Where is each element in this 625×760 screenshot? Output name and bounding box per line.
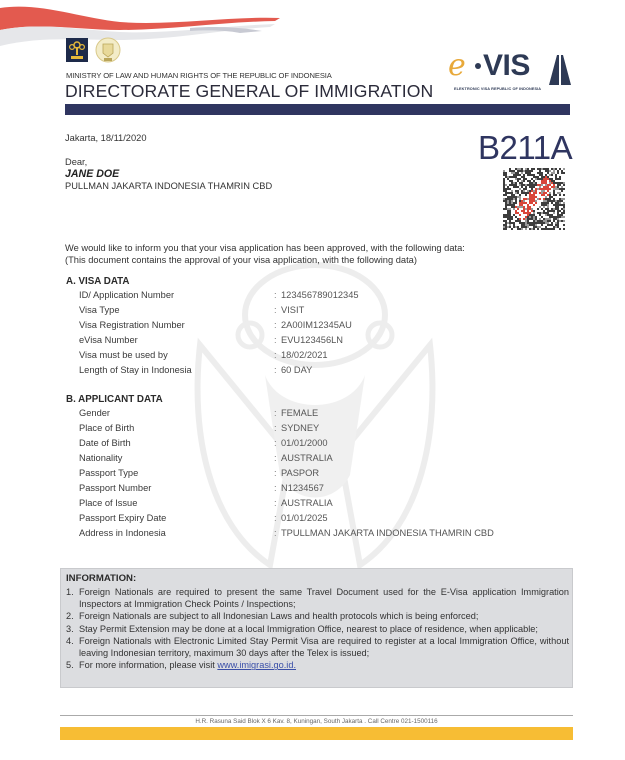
applicant-data-row xyxy=(79,468,549,483)
information-item xyxy=(66,586,569,610)
field-value: 01/01/2025 xyxy=(281,513,328,523)
ministry-name: MINISTRY OF LAW AND HUMAN RIGHTS OF THE REPUBLIC OF INDONESIA xyxy=(66,71,332,80)
evisa-tagline: ELEKTRONIC VISA REPUBLIC OF INDONESIA xyxy=(454,87,542,91)
field-label: Visa Registration Number xyxy=(79,320,185,330)
item-number: 3. xyxy=(66,623,74,634)
imigrasi-website-link[interactable]: www.imigrasi.go.id. xyxy=(217,660,297,671)
visa-data-row xyxy=(79,320,549,335)
information-list xyxy=(66,586,569,671)
colon: : xyxy=(274,350,277,360)
colon: : xyxy=(274,528,277,538)
footer-bar xyxy=(60,727,573,740)
visa-code: B211A xyxy=(478,129,573,166)
applicant-data-row xyxy=(79,498,549,513)
colon: : xyxy=(274,305,277,315)
applicant-data-row xyxy=(79,528,549,543)
colon: : xyxy=(274,335,277,345)
intro-text xyxy=(65,243,465,266)
item-number: 4. xyxy=(66,635,74,646)
item-number: 1. xyxy=(66,587,74,597)
field-label: Passport Type xyxy=(79,468,139,478)
directorate-title: DIRECTORATE GENERAL OF IMMIGRATION xyxy=(65,81,434,101)
field-label: Visa must be used by xyxy=(79,350,168,360)
information-item xyxy=(66,610,569,622)
evisa-logo-vis: VIS xyxy=(483,49,530,82)
applicant-data-row xyxy=(79,483,549,498)
temple-gate-icon xyxy=(548,53,572,85)
recipient-name: JANE DOE xyxy=(65,168,120,180)
field-value: SYDNEY xyxy=(281,423,320,433)
footer-address: H.R. Rasuna Said Blok X 6 Kav. 8, Kuningan, South Jakarta . Call Centre 021-1500116 xyxy=(195,718,438,725)
applicant-data-row xyxy=(79,513,549,528)
item-text: Foreign Nationals are required to present the same Travel Document used for the E-Visa application Immigration Inspectors at Immigration Check Points / Inspections; xyxy=(79,587,569,610)
visa-data-row xyxy=(79,290,549,305)
field-label: Place of Issue xyxy=(79,498,138,508)
visa-data-title: A. VISA DATA xyxy=(66,276,130,287)
information-item xyxy=(66,623,569,635)
applicant-data-row xyxy=(79,438,549,453)
field-label: ID/ Application Number xyxy=(79,290,175,300)
visa-data-row xyxy=(79,305,549,320)
visa-data-row xyxy=(79,365,549,380)
field-label: Gender xyxy=(79,408,111,418)
applicant-data-table xyxy=(79,408,549,543)
field-value: 2A00IM12345AU xyxy=(281,320,352,330)
item-number: 2. xyxy=(66,611,74,622)
field-label: Date of Birth xyxy=(79,438,131,448)
intro-line-2: (This document contains the approval of your visa application, with the following data) xyxy=(65,254,417,265)
intro-line-1: We would like to inform you that your visa application has been approved, with the following data: xyxy=(65,243,465,253)
field-value: 60 DAY xyxy=(281,365,313,375)
visa-data-table xyxy=(79,290,549,380)
colon: : xyxy=(274,438,277,448)
salutation: Dear, xyxy=(65,157,88,167)
field-value: EVU123456LN xyxy=(281,335,344,345)
colon: : xyxy=(274,468,277,478)
field-value: TPULLMAN JAKARTA INDONESIA THAMRIN CBD xyxy=(281,528,494,538)
information-item xyxy=(66,635,569,659)
colon: : xyxy=(274,498,277,508)
colon: : xyxy=(274,320,277,330)
field-value: FEMALE xyxy=(281,408,319,418)
ministry-law-logo xyxy=(66,38,88,62)
colon: : xyxy=(274,423,277,433)
item-text: Foreign Nationals are subject to all Indonesian Laws and health protocols which is being enforced; xyxy=(79,611,479,622)
evisa-logo xyxy=(448,48,573,91)
immigration-emblem-logo xyxy=(94,36,122,64)
field-label: Place of Birth xyxy=(79,423,135,433)
information-title: INFORMATION: xyxy=(66,573,137,584)
place-date: Jakarta, 18/11/2020 xyxy=(65,133,147,143)
item-text: Stay Permit Extension may be done at a local Immigration Office, nearest to place of residence, when applicable; xyxy=(79,623,538,634)
field-label: Passport Number xyxy=(79,483,152,493)
applicant-data-title: B. APPLICANT DATA xyxy=(66,394,163,405)
information-item xyxy=(66,659,569,671)
field-value: 18/02/2021 xyxy=(281,350,328,360)
applicant-data-row xyxy=(79,453,549,468)
item-number: 5. xyxy=(66,660,74,671)
field-label: Address in Indonesia xyxy=(79,528,166,538)
field-label: Nationality xyxy=(79,453,123,463)
colon: : xyxy=(274,408,277,418)
item-text: For more information, please visit xyxy=(79,660,218,671)
applicant-data-row xyxy=(79,423,549,438)
visa-data-row xyxy=(79,350,549,365)
information-box xyxy=(60,568,573,688)
item-text: Foreign Nationals with Electronic Limited Stay Permit Visa are required to register at a local Immigration Office, without leaving Indonesian territory, maximum 30 days after the Telex is issued; xyxy=(79,635,569,659)
colon: : xyxy=(274,483,277,493)
colon: : xyxy=(274,290,277,300)
field-value: AUSTRALIA xyxy=(281,498,333,508)
field-value: PASPOR xyxy=(281,468,320,478)
field-value: AUSTRALIA xyxy=(281,453,333,463)
evisa-logo-dot xyxy=(475,63,481,69)
field-label: Passport Expiry Date xyxy=(79,513,167,523)
footer-divider xyxy=(60,715,573,716)
colon: : xyxy=(274,453,277,463)
flag-swoosh-decoration xyxy=(0,0,300,50)
recipient-address: PULLMAN JAKARTA INDONESIA THAMRIN CBD xyxy=(65,181,273,191)
field-value: 123456789012345 xyxy=(281,290,359,300)
colon: : xyxy=(274,513,277,523)
field-value: N1234567 xyxy=(281,483,324,493)
field-value: 01/01/2000 xyxy=(281,438,328,448)
colon: : xyxy=(274,365,277,375)
field-label: Visa Type xyxy=(79,305,120,315)
evisa-logo-e: e xyxy=(448,48,466,83)
applicant-data-row xyxy=(79,408,549,423)
field-value: VISIT xyxy=(281,305,305,315)
visa-data-row xyxy=(79,335,549,350)
field-label: Length of Stay in Indonesia xyxy=(79,365,192,375)
header-bar xyxy=(65,104,570,115)
field-label: eVisa Number xyxy=(79,335,138,345)
qr-code xyxy=(503,168,565,230)
